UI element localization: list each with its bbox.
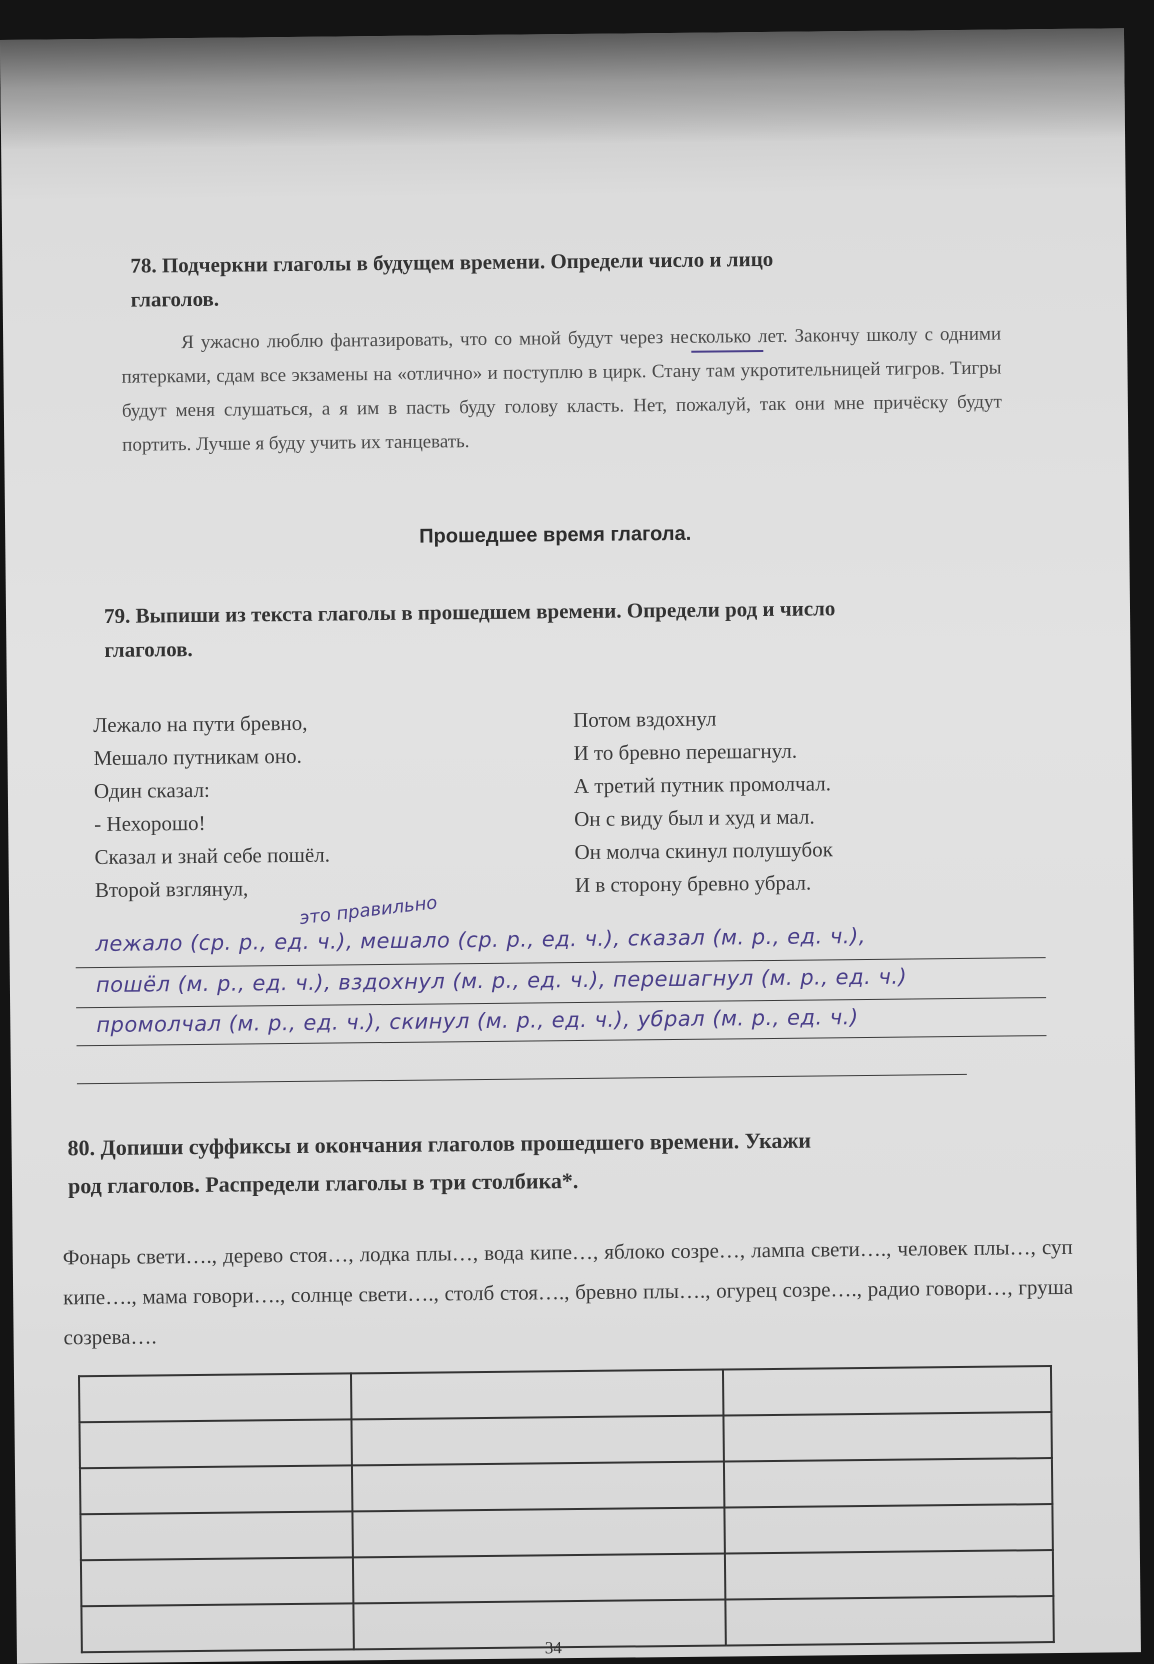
table-cell[interactable] <box>723 1366 1051 1415</box>
task-80-heading-line2: род глаголов. Распредели глаголы в три столбика*. <box>67 1168 579 1199</box>
answer-line <box>77 1035 1047 1046</box>
poem-left-column <box>93 707 330 907</box>
table-cell[interactable] <box>81 1557 353 1606</box>
task-78-text: Я ужасно люблю фантазировать, что со мной будут через несколько лет. Закончу школу с одними пятерками, сдам все экзамены на «отлично» и поступлю в цирк. Стану там укротительницей тигров. Тигры будут меня слушаться, а я им в пасть буду голову класть. Нет, пожалуй, так они мне причёску будут портить. Лучше я буду учить их танцевать. <box>121 323 1002 456</box>
poem-line: Потом вздохнул <box>573 706 717 733</box>
task-78-heading <box>130 240 991 317</box>
table-cell[interactable] <box>79 1373 351 1422</box>
answer-line <box>77 1074 967 1084</box>
table-cell[interactable] <box>351 1415 723 1465</box>
handwritten-answer-line: лежало (ср. р., ед. ч.), мешало (ср. р., ед. ч.), сказал (м. р., ед. ч.), <box>95 923 867 957</box>
poem-line: И в сторону бревно убрал. <box>574 870 812 898</box>
poem-line: Второй взглянул, <box>94 876 249 903</box>
poem-line: Он с виду был и худ и мал. <box>574 804 815 832</box>
table-cell[interactable] <box>723 1412 1051 1461</box>
poem-line: Он молча скинул полушубок <box>574 837 833 865</box>
poem-line: Лежало на пути бревно, <box>93 710 308 738</box>
task-80-heading <box>67 1119 1058 1205</box>
table-cell[interactable] <box>353 1553 725 1603</box>
task-80-heading-line1: 80. Допиши суффиксы и окончания глаголов прошедшего времени. Укажи <box>67 1127 812 1161</box>
task-79-heading-line1: 79. Выпиши из текста глаголы в прошедшем времени. Определи род и число <box>103 596 836 628</box>
task-79-heading-line2: глаголов. <box>104 637 193 662</box>
table-cell[interactable] <box>724 1504 1052 1553</box>
table-cell[interactable] <box>351 1370 723 1420</box>
answer-table <box>78 1365 1055 1653</box>
table-cell[interactable] <box>79 1419 351 1468</box>
section-title: Прошедшее время глагола. <box>419 522 692 548</box>
table-cell[interactable] <box>81 1603 353 1652</box>
poem-line: Сказал и знай себе пошёл. <box>94 842 331 870</box>
table-row <box>81 1596 1053 1652</box>
page-content <box>0 28 1141 1664</box>
table-cell[interactable] <box>352 1507 724 1557</box>
answer-line <box>76 997 1046 1008</box>
handwritten-answer-line: промолчал (м. р., ед. ч.), скинул (м. р., ед. ч.), убрал (м. р., ед. ч.) <box>96 1005 859 1038</box>
handwritten-answer-line: пошёл (м. р., ед. ч.), вздохнул (м. р., ед. ч.), перешагнул (м. р., ед. ч.) <box>95 964 908 998</box>
table-cell[interactable] <box>352 1461 724 1511</box>
poem-line: Мешало путникам оно. <box>93 743 302 771</box>
table-cell[interactable] <box>353 1599 725 1649</box>
task-80-words: Фонарь свети…., дерево стоя…, лодка плы…, вода кипе…, яблоко созре…, лампа свети…., человек плы…, суп кипе…., мама говори…., солнце свети…., столб стоя…., бревно плы…., огурец созре…., радио говори…, груша созрева…. <box>62 1234 1074 1350</box>
page-number: 34 <box>544 1638 562 1658</box>
poem-line: А третий путник промолчал. <box>573 771 832 799</box>
poem-line: И то бревно перешагнул. <box>573 738 798 766</box>
poem-right-column <box>573 701 833 902</box>
handwritten-note: это правильно <box>298 892 439 930</box>
task-78-heading-line1: 78. Подчеркни глаголы в будущем времени. Определи число и лицо <box>130 246 774 278</box>
table-cell[interactable] <box>80 1511 352 1560</box>
table-cell[interactable] <box>725 1596 1053 1645</box>
workbook-page <box>0 28 1141 1664</box>
task-79-heading <box>104 589 1025 667</box>
poem-line: - Нехорошо! <box>94 810 206 837</box>
task-78-heading-line2: глаголов. <box>130 286 220 312</box>
table-cell[interactable] <box>725 1550 1053 1599</box>
table-cell[interactable] <box>724 1458 1052 1507</box>
poem-line: Один сказал: <box>93 777 210 804</box>
table-cell[interactable] <box>80 1465 352 1514</box>
